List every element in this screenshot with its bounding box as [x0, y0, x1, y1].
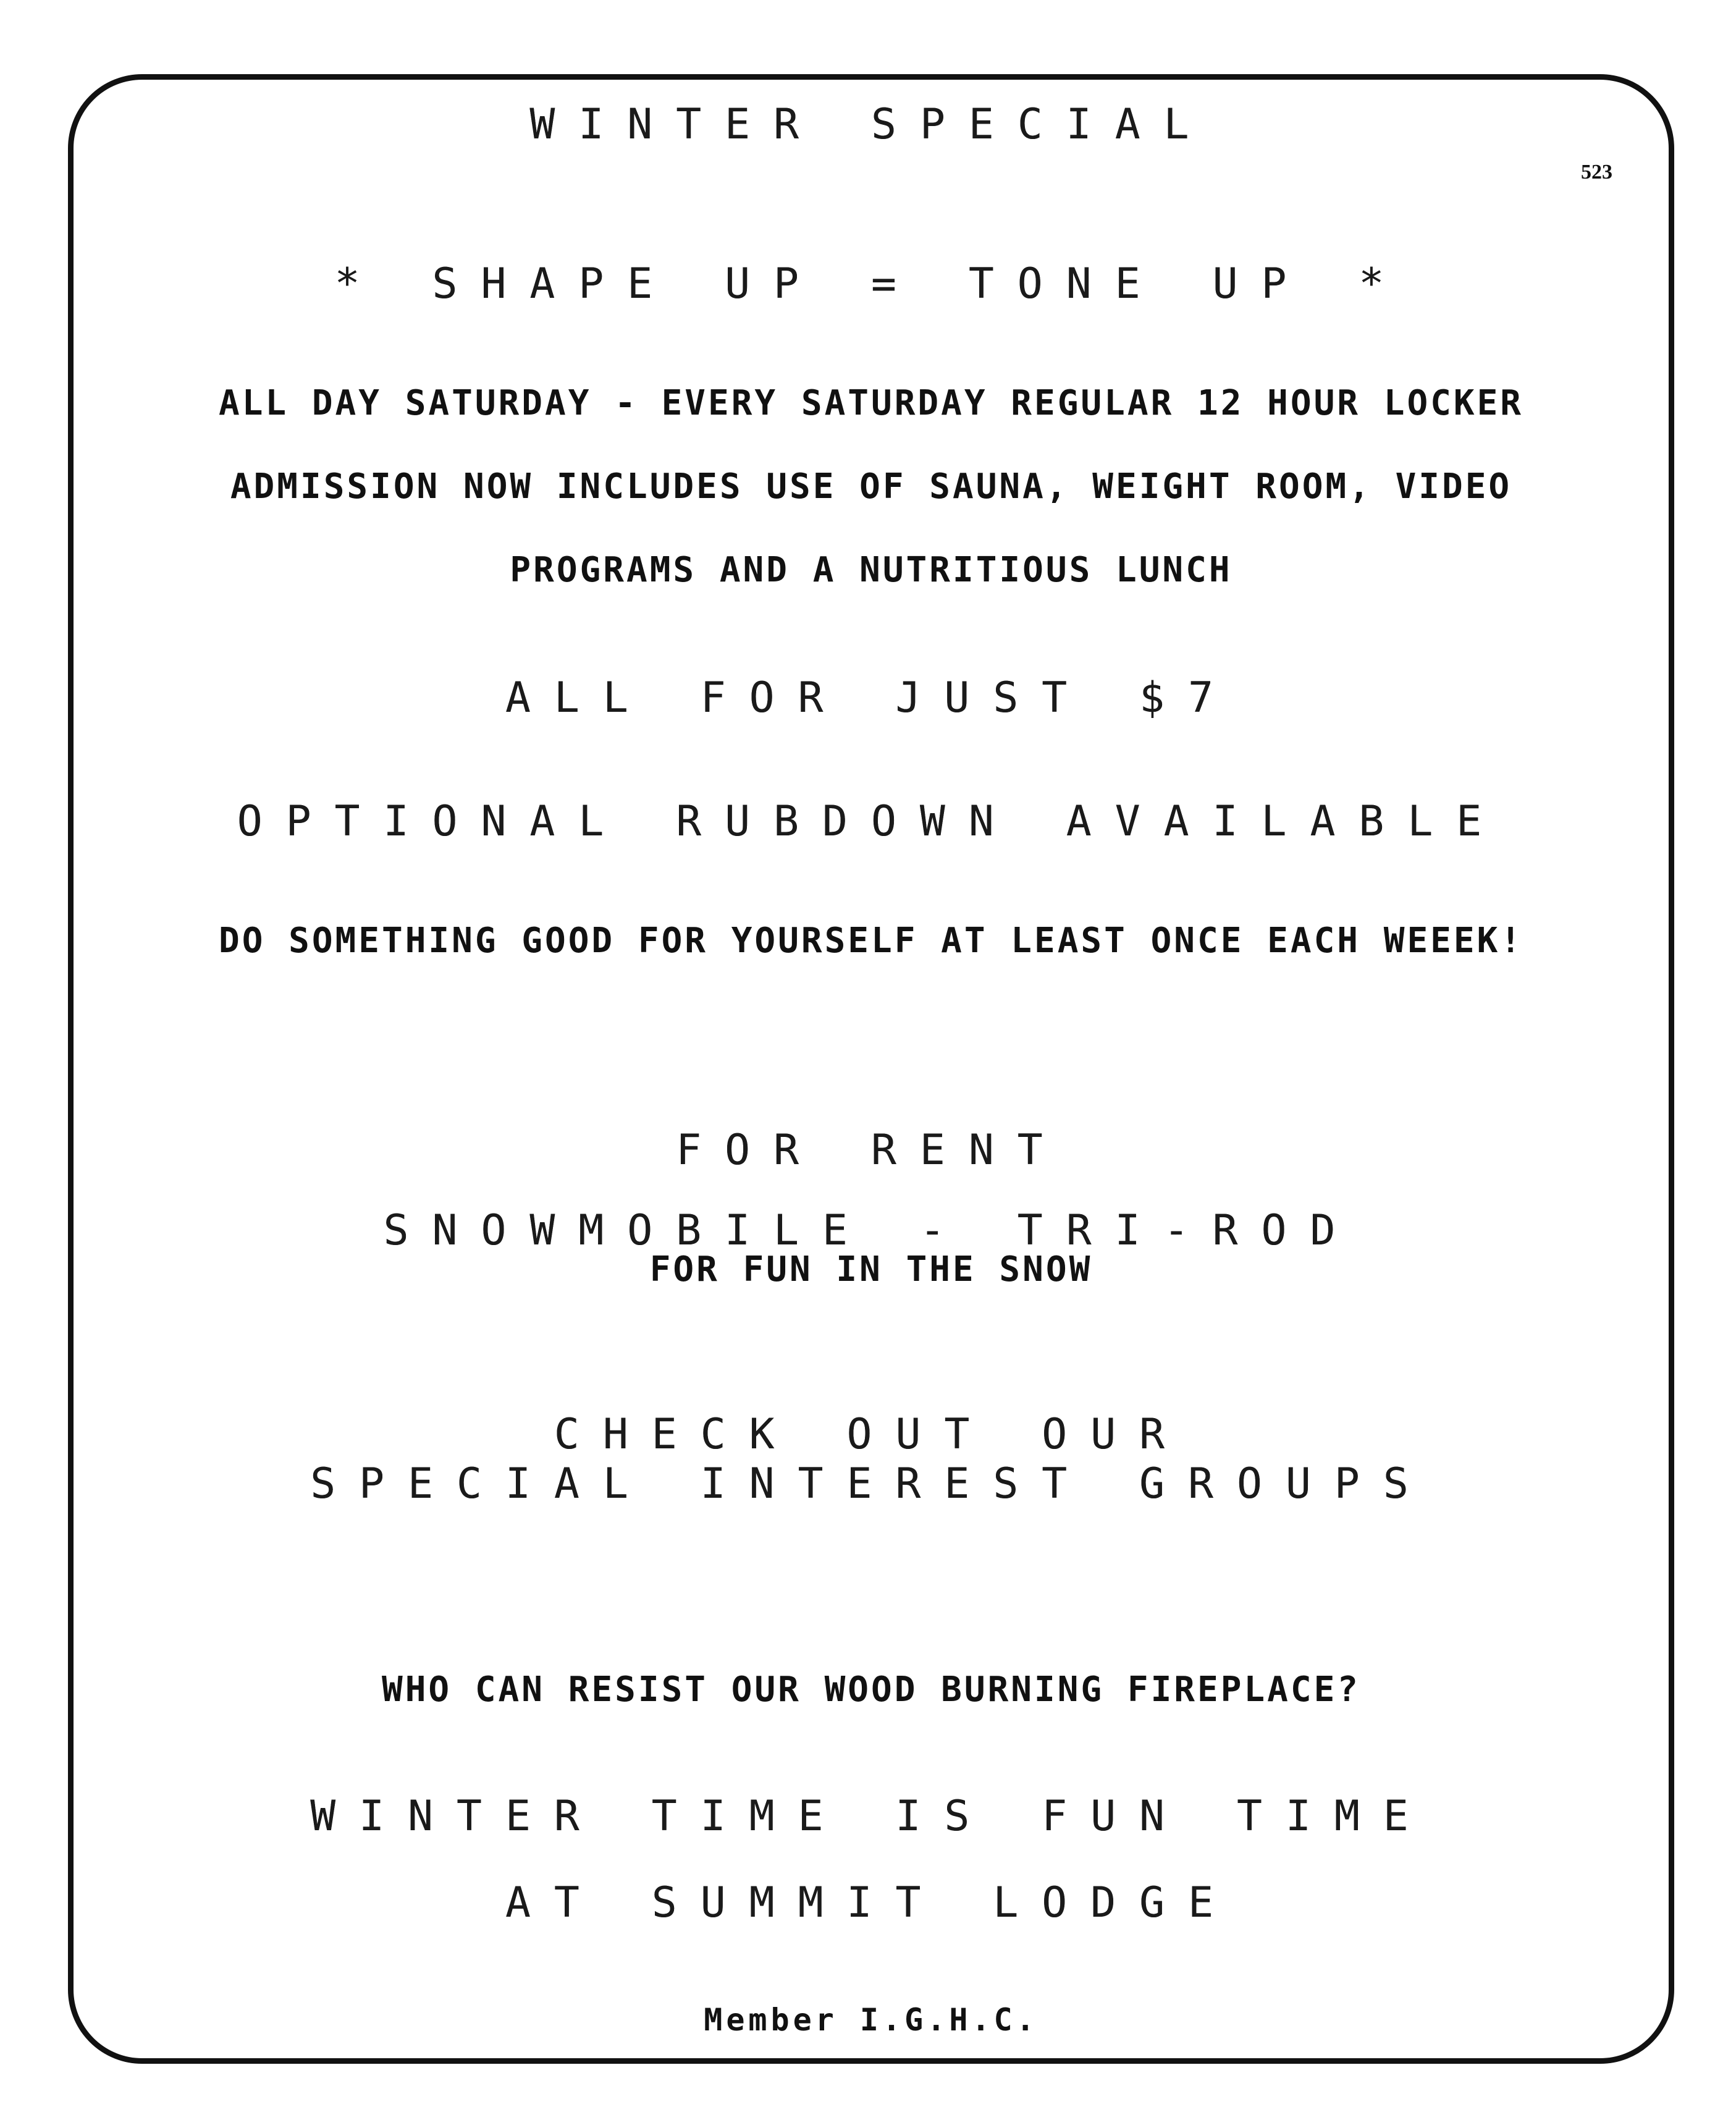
rubdown-line: OPTIONAL RUBDOWN AVAILABLE [237, 797, 1506, 846]
rent-items: SNOWMOBILE - TRI-ROD [383, 1206, 1359, 1255]
rent-tagline: FOR FUN IN THE SNOW [649, 1249, 1093, 1290]
motto-line: DO SOMETHING GOOD FOR YOURSELF AT LEAST ONCE EACH WEEEK! [218, 921, 1524, 961]
rent-heading: FOR RENT [676, 1126, 1066, 1175]
page-border [68, 74, 1674, 2064]
closing-line-2: AT SUMMIT LODGE [505, 1878, 1237, 1927]
saturday-line-2: ADMISSION NOW INCLUDES USE OF SAUNA, WEIGHT ROOM, VIDEO [230, 467, 1512, 507]
groups-line-1: CHECK OUT OUR [554, 1410, 1189, 1459]
headline-title: WINTER SPECIAL [529, 100, 1213, 149]
groups-line-2: SPECIAL INTEREST GROUPS [310, 1459, 1432, 1508]
closing-line-1: WINTER TIME IS FUN TIME [310, 1792, 1432, 1841]
footer-member: Member I.G.H.C. [704, 2002, 1039, 2038]
headline-subtitle: * SHAPE UP = TONE UP * [334, 260, 1408, 308]
fireplace-line: WHO CAN RESIST OUR WOOD BURNING FIREPLACE? [381, 1670, 1361, 1710]
price-line: ALL FOR JUST $7 [505, 674, 1237, 722]
page-number: 523 [1581, 161, 1612, 184]
saturday-line-3: PROGRAMS AND A NUTRITIOUS LUNCH [510, 550, 1232, 590]
saturday-line-1: ALL DAY SATURDAY - EVERY SATURDAY REGULAR 12 HOUR LOCKER [218, 383, 1524, 423]
